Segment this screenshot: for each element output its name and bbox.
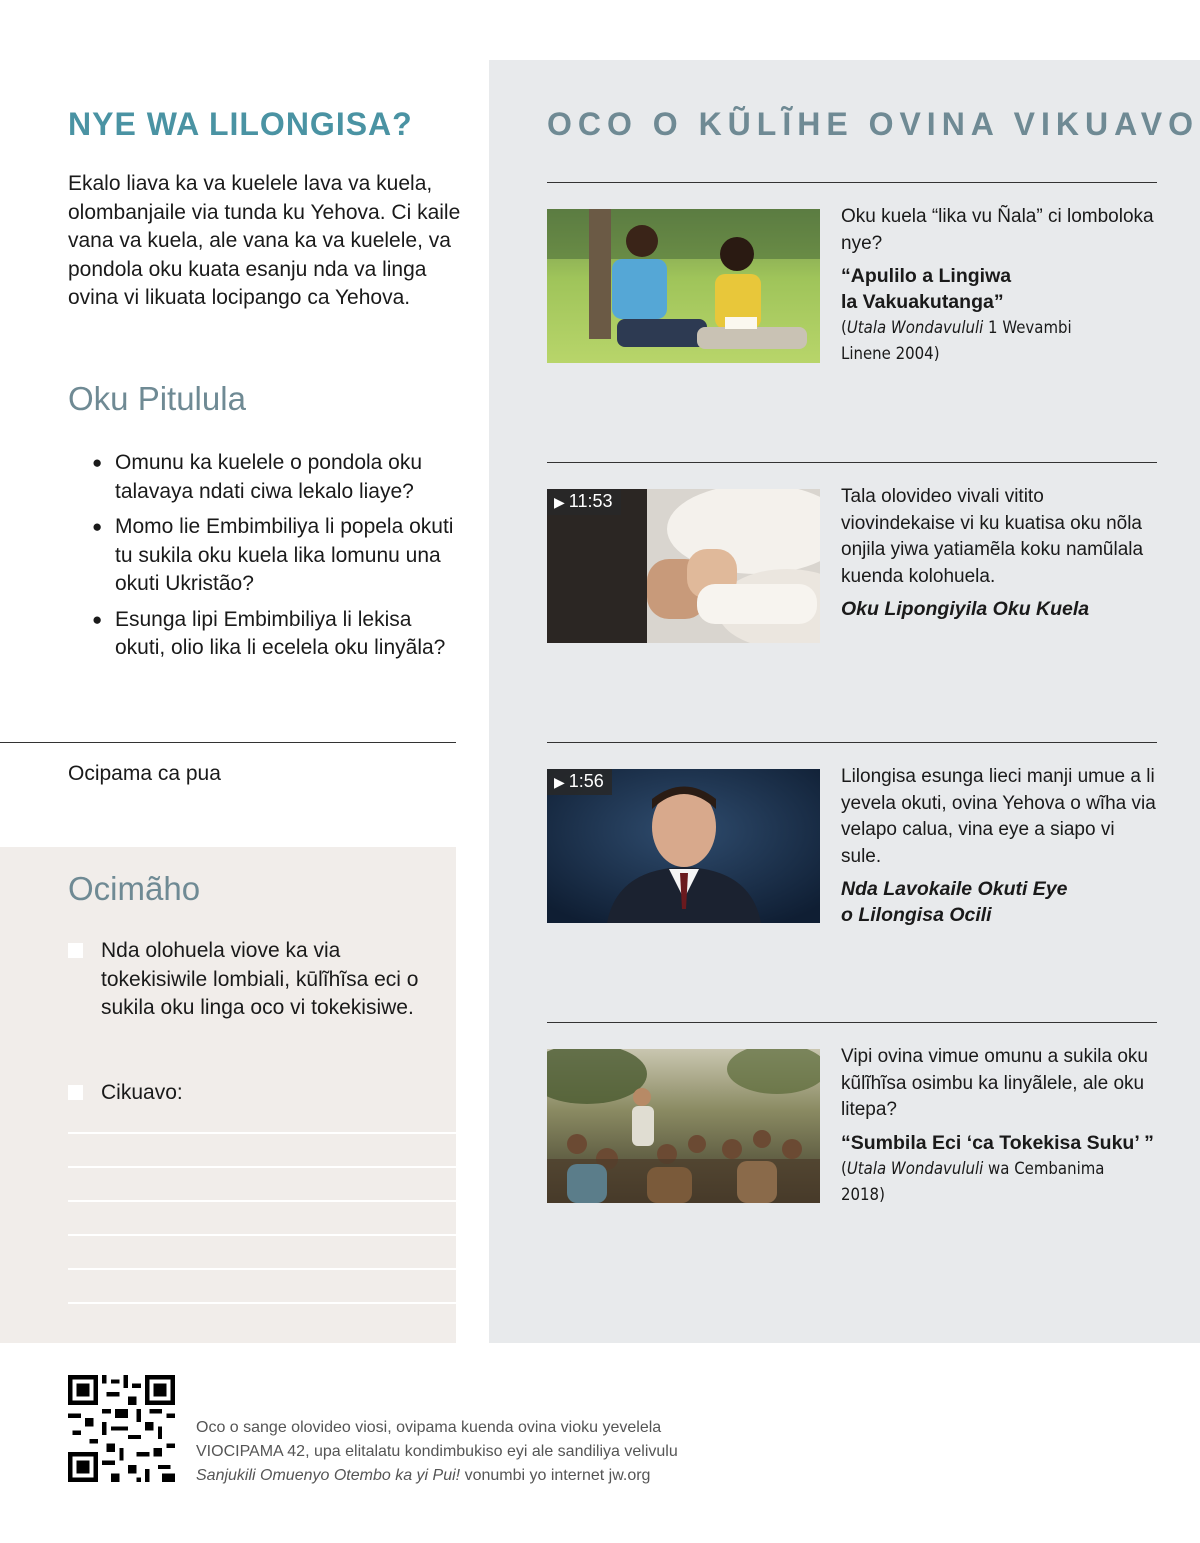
play-icon: ▶ [554,774,565,790]
video-thumbnail-man[interactable] [547,769,820,923]
resource-item-truth-video [841,764,1156,928]
resource-item-marriage-qa [841,204,1156,367]
resource-description: Lilongisa esunga lieci manji umue a li yevela okuti, ovina Yehova o wĩha via velapo calua, vina eye a siapo vi sule. [841,766,1156,867]
resource-source: (Utala Wondavululi 1 Wevambi Linene 2004) [841,318,1072,364]
article-thumbnail-crowd[interactable] [547,1049,820,1203]
jesus-teaching-crowd [547,1049,820,1203]
resource-description: Tala olovideo vivali vitito viovindekaise vi ku kuatisa oku nõla onjila yiwa yatiamẽla koku namũlala kuenda kolohuela. [841,486,1144,587]
goal-heading: Ocimãho [68,870,201,907]
checkbox-icon[interactable] [68,1085,83,1100]
article-thumbnail-couple[interactable] [547,209,820,363]
goal-checkbox-item[interactable]: Nda olohuela viove ka via tokekisiwile lombiali, kūlĩhĩsa eci o sukila oku linga oco vi tokekisiwe. [68,937,428,1023]
section-title-what-learned: NYE WA LILONGISA? [68,106,413,142]
video-duration-badge: ▶ 11:53 [547,489,621,515]
video-duration-badge: ▶ 1:56 [547,769,612,795]
writing-line[interactable] [68,1200,456,1202]
bullet-icon: ● [92,517,103,536]
review-item: ● Momo lie Embimbiliya li popela okuti tu sukila oku kuela lika lomunu una okuti Ukristão? [92,515,454,595]
resource-description: Vipi ovina vimue omunu a sukila oku kũlĩhĩsa osimbu ka linyãlele, ale oku litepa? [841,1046,1148,1120]
review-item: ● Omunu ka kuelele o pondola oku talavaya ndati ciwa lekalo liaye? [92,451,423,503]
divider [0,742,456,743]
resource-link-title[interactable]: Nda Lavokaile Okuti Eye o Lilongisa Ocili [841,878,1068,926]
writing-line[interactable] [68,1234,456,1236]
resource-link-title[interactable]: “Sumbila Eci ‘ca Tokekisa Suku’ ” [841,1131,1154,1154]
review-heading: Oku Pitulula [68,380,246,417]
writing-line[interactable] [68,1302,456,1304]
footer-note: Oco o sange olovideo viosi, ovipama kuenda ovina vioku yevelela VIOCIPAMA 42, upa elitalatu kondimbukiso eyi ale sandiliya velivulu Sanjukili Omuenyo Otembo ka yi Pui! vonumbi yo internet jw.org [196,1419,678,1484]
couple-reading-bible-outdoors [547,209,820,363]
intro-paragraph: Ekalo liava ka va kuelele lava va kuela, olombanjaile via tunda ku Yehova. Ci kaile vana va kuela, ale vana ka va kuelele, va pondola oku kuata esanju nda va linga ovina vi likuata locipango ca Yehova. [68,172,461,309]
writing-line[interactable] [68,1268,456,1270]
qr-code-icon[interactable] [68,1375,175,1482]
resource-description: Oku kuela “lika vu Ñala” ci lomboloka nye? [841,206,1154,254]
goal-checkbox-item-other[interactable]: Cikuavo: [68,1079,428,1108]
divider [547,462,1157,463]
divider [547,742,1157,743]
resource-source: (Utala Wondavululi wa Cembanima 2018) [841,1158,1105,1205]
video-thumbnail-wedding[interactable] [547,489,820,643]
divider [547,1022,1157,1023]
resource-item-respect-marriage [841,1044,1156,1208]
next-lesson-label: Ocipama ca pua [68,762,221,785]
bullet-icon: ● [92,453,103,472]
resource-item-wedding-video [841,484,1156,622]
writing-line[interactable] [68,1132,456,1134]
resource-link-title[interactable]: “Apulilo a Lingiwa la Vakuakutanga” [841,265,1012,313]
review-item: ● Esunga lipi Embimbiliya li lekisa okuti, olio lika li ecelela oku linyãla? [92,607,446,659]
play-icon: ▶ [554,494,565,510]
more-resources-title: OCO O KŨLĨHE OVINA VIKUAVO [547,106,1200,142]
writing-line[interactable] [68,1166,456,1168]
divider [547,182,1157,183]
bullet-icon: ● [92,609,103,629]
checkbox-icon[interactable] [68,943,83,958]
resource-link-title[interactable]: Oku Lipongiyila Oku Kuela [841,598,1090,620]
review-list [92,449,462,670]
